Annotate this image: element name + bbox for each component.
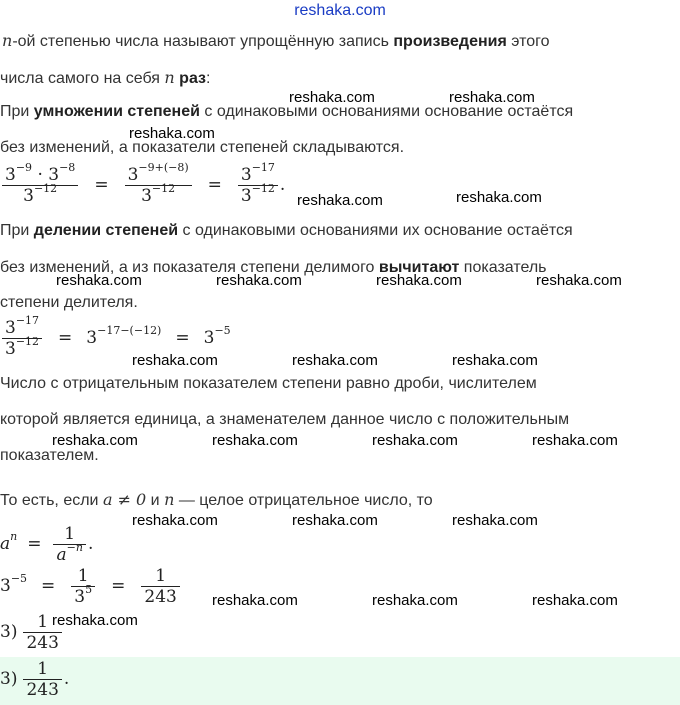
watermark: reshaka.com: [129, 125, 215, 142]
watermark: reshaka.com: [292, 512, 378, 529]
fraction: $\frac{1}{243}$: [23, 659, 61, 700]
watermark: reshaka.com: [452, 352, 538, 369]
fraction: $\frac{3^{-17}}{3^{-12}}$: [238, 165, 278, 206]
division-rule-line-2: без изменений, а из показателя степени делимого вычитают показатель: [0, 259, 547, 276]
watermark: reshaka.com: [216, 272, 302, 289]
watermark: reshaka.com: [532, 592, 618, 609]
computation-equation: $3^{-5}$ = $\frac{1}{3^5}$ = $\frac{1}{243}$: [0, 566, 182, 607]
fraction: $\frac{3^{-9} \cdot 3^{-8}}{3^{-12}}$: [2, 165, 78, 206]
watermark: reshaka.com: [297, 192, 383, 209]
watermark: reshaka.com: [376, 272, 462, 289]
watermark: reshaka.com: [292, 352, 378, 369]
watermark: reshaka.com: [52, 432, 138, 449]
division-rule-line-3: степени делителя.: [0, 294, 138, 311]
watermark: reshaka.com: [132, 512, 218, 529]
negative-exponent-line-3: показателем.: [0, 447, 99, 464]
fraction: $\frac{1}{243}$: [141, 566, 179, 607]
negative-exponent-formula: $a^n$ = $\frac{1}{a^{-n}}$ .: [0, 524, 94, 565]
negative-exponent-line-2: которой является единица, а знаменателем данное число с положительным: [0, 411, 570, 428]
division-equation: $\frac{3^{-17}}{3^{-12}}$ = $3^{-17-(-12)} = 3^{-5}$: [0, 318, 231, 359]
fraction: $\frac{1}{3^5}$: [71, 566, 95, 607]
watermark: reshaka.com: [536, 272, 622, 289]
watermark: reshaka.com: [372, 592, 458, 609]
fraction: $\frac{3^{-17}}{3^{-12}}$: [2, 318, 42, 359]
watermark: reshaka.com: [52, 612, 138, 629]
fraction: $\frac{3^{-9+(-8)}}{3^{-12}}$: [125, 165, 192, 206]
answer-line: 3) $\frac{1}{243}$: [0, 612, 64, 653]
watermark: reshaka.com: [132, 352, 218, 369]
negative-exponent-line-1: Число с отрицательным показателем степени равно дроби, числителем: [0, 375, 537, 392]
site-title[interactable]: reshaka.com: [294, 2, 386, 19]
multiplication-rule-line-2: без изменений, а показатели степеней складываются.: [0, 139, 405, 156]
answer-highlight-box: [0, 657, 680, 705]
fraction: $\frac{1}{a^{-n}}$: [53, 524, 85, 565]
watermark: reshaka.com: [452, 512, 538, 529]
highlighted-answer: 3) $\frac{1}{243}$ .: [0, 659, 70, 700]
watermark: reshaka.com: [532, 432, 618, 449]
watermark: reshaka.com: [449, 89, 535, 106]
watermark: reshaka.com: [456, 189, 542, 206]
watermark: reshaka.com: [289, 89, 375, 106]
watermark: reshaka.com: [212, 592, 298, 609]
definition-line-2: числа самого на себя n раз:: [0, 68, 211, 87]
watermark: reshaka.com: [372, 432, 458, 449]
fraction: $\frac{1}{243}$: [23, 612, 61, 653]
multiplication-rule-line-1: При умножении степеней с одинаковыми основаниями основание остаётся: [0, 103, 574, 120]
watermark: reshaka.com: [56, 272, 142, 289]
math-var-n: n: [2, 31, 13, 50]
multiplication-equation: $\frac{3^{-9} \cdot 3^{-8}}{3^{-12}}$ = $\frac{3^{-9+(-8)}}{3^{-12}}$ = $\frac{3^{-17}}{3^{-12}}$ .: [0, 165, 285, 206]
condition-line: То есть, если a ≠ 0 и n — целое отрицательное число, то: [0, 490, 433, 509]
definition-line-1: n-ой степенью числа называют упрощённую запись произведения этого: [2, 31, 550, 50]
watermark: reshaka.com: [212, 432, 298, 449]
division-rule-line-1: При делении степеней с одинаковыми основаниями их основание остаётся: [0, 222, 573, 239]
